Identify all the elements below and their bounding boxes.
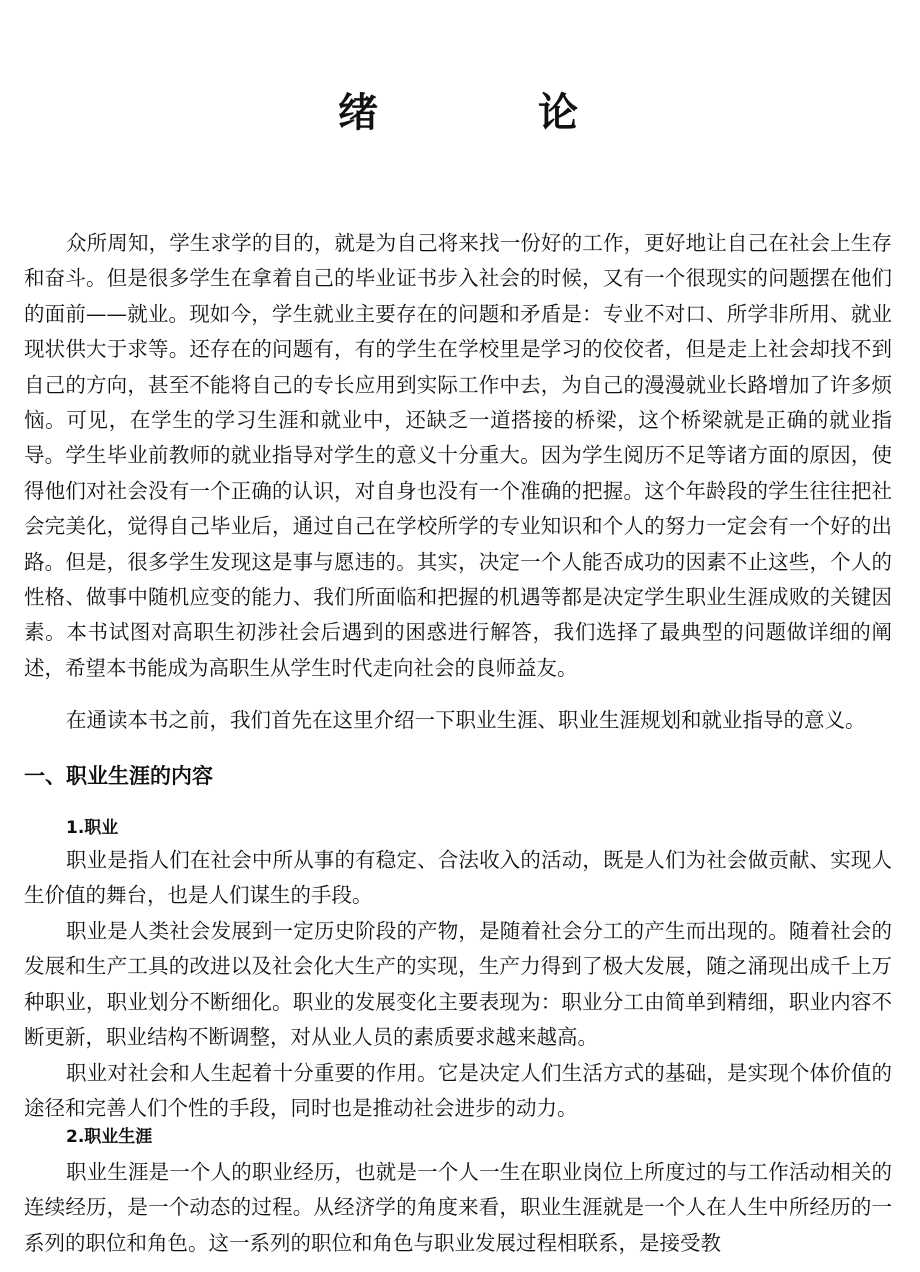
intro-paragraph-1: 众所周知，学生求学的目的，就是为自己将来找一份好的工作，更好地让自己在社会上生存和奋斗。但是很多学生在拿着自己的毕业证书步入社会的时候，又有一个很现实的问题摆在他们的面前——就业。现如今，学生就业主要存在的问题和矛盾是：专业不对口、所学非所用、就业现状供大于求等。还存在的问题有，有的学生在学校里是学习的佼佼者，但是走上社会却找不到自己的方向，甚至不能将自己的专长应用到实际工作中去，为自己的漫漫就业长路增加了许多烦恼。可见，在学生的学习生涯和就业中，还缺乏一道搭接的桥梁，这个桥梁就是正确的就业指导。学生毕业前教师的就业指导对学生的意义十分重大。因为学生阅历不足等诸方面的原因，使得他们对社会没有一个正确的认识，对自身也没有一个准确的把握。这个年龄段的学生往往把社会完美化，觉得自己毕业后，通过自己在学校所学的专业知识和个人的努力一定会有一个好的出路。但是，很多学生发现这是事与愿违的。其实，决定一个人能否成功的因素不止这些，个人的性格、做事中随机应变的能力、我们所面临和把握的机遇等都是决定学生职业生涯成败的关键因素。本书试图对高职生初涉社会后遇到的困惑进行解答，我们选择了最典型的问题做详细的阐述，希望本书能成为高职生从学生时代走向社会的良师益友。 [24,231,892,680]
occupation-paragraph-1: 职业是指人们在社会中所从事的有稳定、合法收入的活动，既是人们为社会做贡献、实现人生价值的舞台，也是人们谋生的手段。 [24,848,892,908]
career-paragraph-1: 职业生涯是一个人的职业经历，也就是一个人一生在职业岗位上所度过的与工作活动相关的连续经历，是一个动态的过程。从经济学的角度来看，职业生涯就是一个人在人生中所经历的一系列的职位和角色。这一系列的职位和角色与职业发展过程相联系，是接受教 [24,1160,892,1255]
subheading-career: 2.职业生涯 [66,1127,153,1147]
intro-paragraph-2: 在通读本书之前，我们首先在这里介绍一下职业生涯、职业生涯规划和就业指导的意义。 [66,708,866,732]
page-title: 绪 论 [338,90,638,136]
occupation-paragraph-3: 职业对社会和人生起着十分重要的作用。它是决定人们生活方式的基础，是实现个体价值的途径和完善人们个性的手段，同时也是推动社会进步的动力。 [24,1061,892,1121]
section-heading-career-content: 一、职业生涯的内容 [24,764,213,788]
subheading-occupation: 1.职业 [66,818,119,838]
occupation-paragraph-2: 职业是人类社会发展到一定历史阶段的产物，是随着社会分工的产生而出现的。随着社会的发展和生产工具的改进以及社会化大生产的实现，生产力得到了极大发展，随之涌现出成千上万种职业，职业划分不断细化。职业的发展变化主要表现为：职业分工由简单到精细，职业内容不断更新，职业结构不断调整，对从业人员的素质要求越来越高。 [24,919,892,1050]
